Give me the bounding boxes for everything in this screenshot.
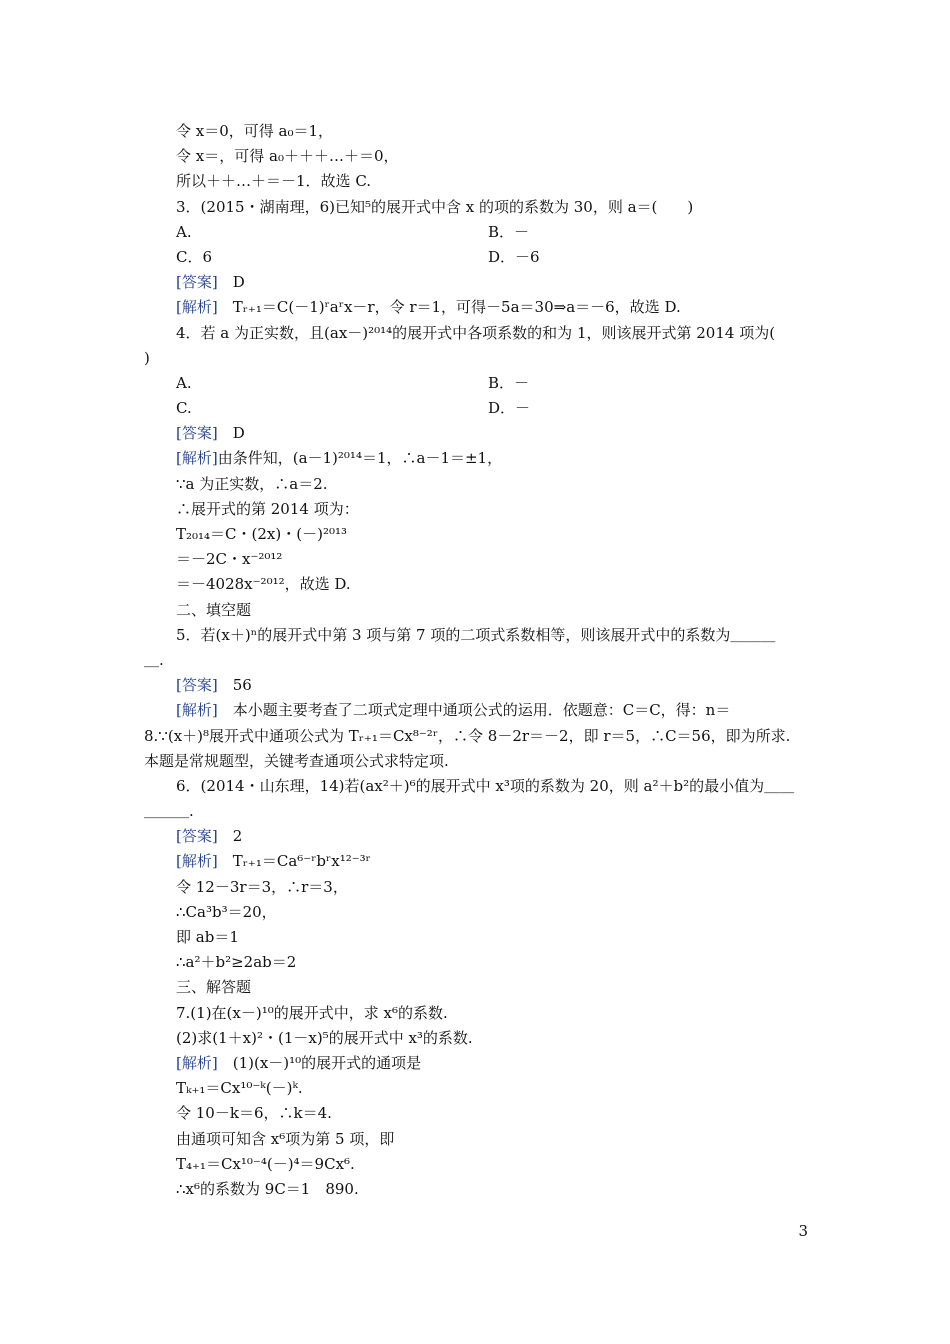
text-line: [176, 144, 812, 169]
text-line: [176, 270, 812, 295]
line-text: 由条件知，(a－1)²⁰¹⁴＝1，∴a－1＝±1，: [217, 449, 503, 468]
text-line: [176, 295, 812, 320]
text-line: [176, 421, 812, 446]
line-text: 6．(2014・山东理，14)若(ax²＋)⁶的展开式中 x³项的系数为 20，则 a²＋b²的最小值为＿＿: [176, 776, 795, 795]
text-line: [144, 749, 812, 774]
line-text: 8.∵(x＋)⁸展开式中通项公式为 Tᵣ₊₁＝Cx⁸⁻²ʳ，∴令 8－2r＝－2，即 r＝5，∴C＝56，即为所求.: [144, 726, 791, 745]
line-text: ＝－4028x⁻²⁰¹²，故选 D.: [176, 575, 351, 594]
text-line: [144, 648, 812, 673]
line-text: 二、填空题: [176, 600, 252, 619]
text-line: [176, 446, 812, 471]
text-line: [176, 849, 812, 874]
text-line: [176, 195, 812, 220]
line-text: 由通项可知含 x⁶项为第 5 项，即: [176, 1129, 395, 1148]
line-text: 本小题主要考查了二项式定理中通项公式的运用．依题意：C＝C，得：n＝: [217, 701, 731, 720]
text-line: [176, 497, 812, 522]
option-row: [176, 371, 812, 396]
page-content: [144, 119, 812, 1202]
text-line: [176, 950, 812, 975]
line-text: 所以＋＋…＋＝－1．故选 C.: [176, 172, 372, 191]
text-line: [144, 724, 812, 749]
line-text: 3．(2015・湖南理，6)已知⁵的展开式中含 x 的项的系数为 30，则 a＝( ): [176, 197, 694, 216]
text-line: [176, 547, 812, 572]
section-tag: [答案]: [176, 424, 218, 443]
line-text: (2)求(1＋x)²・(1－x)⁵的展开式中 x³的系数.: [176, 1028, 473, 1047]
text-line: [176, 1127, 812, 1152]
line-text: 7.(1)在(x－)¹⁰的展开式中，求 x⁶的系数.: [176, 1003, 448, 1022]
section-tag: [解析]: [176, 1053, 218, 1072]
text-line: [144, 346, 812, 371]
line-text: ∴x⁶的系数为 9C＝1 890.: [176, 1179, 359, 1198]
text-line: [176, 698, 812, 723]
text-line: [176, 1001, 812, 1026]
line-text: Tₖ₊₁＝Cx¹⁰⁻ᵏ(－)ᵏ.: [176, 1079, 303, 1098]
text-line: [176, 824, 812, 849]
answer-option: A.: [176, 373, 192, 392]
answer-option: D．－: [488, 399, 531, 418]
text-line: [176, 1101, 812, 1126]
line-text: 本题是常规题型，关键考查通项公式求特定项.: [144, 751, 449, 770]
line-text: ∴Ca³b³＝20，: [176, 902, 277, 921]
answer-option: B．－: [488, 222, 530, 241]
section-tag: [答案]: [176, 676, 218, 695]
line-text: 56: [217, 676, 252, 695]
option-row: [176, 396, 812, 421]
text-line: [176, 1152, 812, 1177]
line-text: ): [144, 348, 150, 367]
text-line: [176, 472, 812, 497]
line-text: 4．若 a 为正实数，且(ax－)²⁰¹⁴的展开式中各项系数的和为 1，则该展开式第 2014 项为(: [176, 323, 776, 342]
text-line: [176, 522, 812, 547]
answer-option: C．6: [176, 247, 213, 266]
text-line: [176, 925, 812, 950]
line-text: 2: [217, 827, 243, 846]
line-text: 令 12－3r＝3，∴r＝3，: [176, 877, 348, 896]
line-text: D: [217, 273, 245, 292]
text-line: [176, 1026, 812, 1051]
section-tag: [解析]: [176, 852, 218, 871]
page-number: 3: [798, 1222, 808, 1240]
text-line: [176, 572, 812, 597]
line-text: 令 x＝，可得 a₀＋＋＋…＋＝0，: [176, 147, 399, 166]
line-text: 三、解答题: [176, 978, 252, 997]
text-line: [176, 598, 812, 623]
text-line: [144, 799, 812, 824]
line-text: ＝－2C・x⁻²⁰¹²: [176, 550, 283, 569]
text-line: [176, 975, 812, 1000]
line-text: D: [217, 424, 245, 443]
line-text: T₂₀₁₄＝C・(2x)・(－)²⁰¹³: [176, 525, 347, 543]
answer-option: D．－6: [488, 247, 540, 266]
text-line: [176, 1051, 812, 1076]
text-line: [176, 1177, 812, 1202]
line-text: Tᵣ₊₁＝Ca⁶⁻ʳbʳx¹²⁻³ʳ: [217, 852, 371, 871]
section-tag: [解析]: [176, 298, 218, 317]
section-tag: [答案]: [176, 273, 218, 292]
line-text: (1)(x－)¹⁰的展开式的通项是: [217, 1053, 422, 1072]
text-line: [176, 774, 812, 799]
line-text: 即 ab＝1: [176, 928, 239, 946]
line-text: ∴a²＋b²≥2ab＝2: [176, 953, 297, 972]
option-row: [176, 245, 812, 270]
answer-option: C.: [176, 399, 192, 418]
section-tag: [答案]: [176, 827, 218, 846]
text-line: [176, 1076, 812, 1101]
text-line: [176, 875, 812, 900]
text-line: [176, 119, 812, 144]
section-tag: [解析]: [176, 701, 218, 720]
text-line: [176, 673, 812, 698]
text-line: [176, 900, 812, 925]
line-text: T₄₊₁＝Cx¹⁰⁻⁴(－)⁴＝9Cx⁶.: [176, 1154, 355, 1173]
line-text: Tᵣ₊₁＝C(－1)ʳaʳx－r，令 r＝1，可得－5a＝30⇒a＝－6，故选 D.: [217, 298, 681, 317]
line-text: 令 10－k＝6，∴k＝4.: [176, 1104, 332, 1123]
option-row: [176, 220, 812, 245]
text-line: [176, 623, 812, 648]
section-tag: [解析]: [176, 449, 218, 468]
line-text: 5．若(x＋)ⁿ的展开式中第 3 项与第 7 项的二项式系数相等，则该展开式中的系数为＿＿＿: [176, 625, 776, 644]
line-text: ＿＿＿.: [144, 802, 194, 821]
text-line: [176, 169, 812, 194]
line-text: ∵a 为正实数，∴a＝2.: [176, 474, 328, 493]
answer-option: B．－: [488, 373, 530, 392]
text-line: [176, 321, 812, 346]
line-text: ∴展开式的第 2014 项为：: [176, 499, 359, 518]
line-text: 令 x＝0，可得 a₀＝1，: [176, 122, 334, 140]
answer-option: A.: [176, 222, 192, 241]
line-text: ＿.: [144, 650, 164, 669]
